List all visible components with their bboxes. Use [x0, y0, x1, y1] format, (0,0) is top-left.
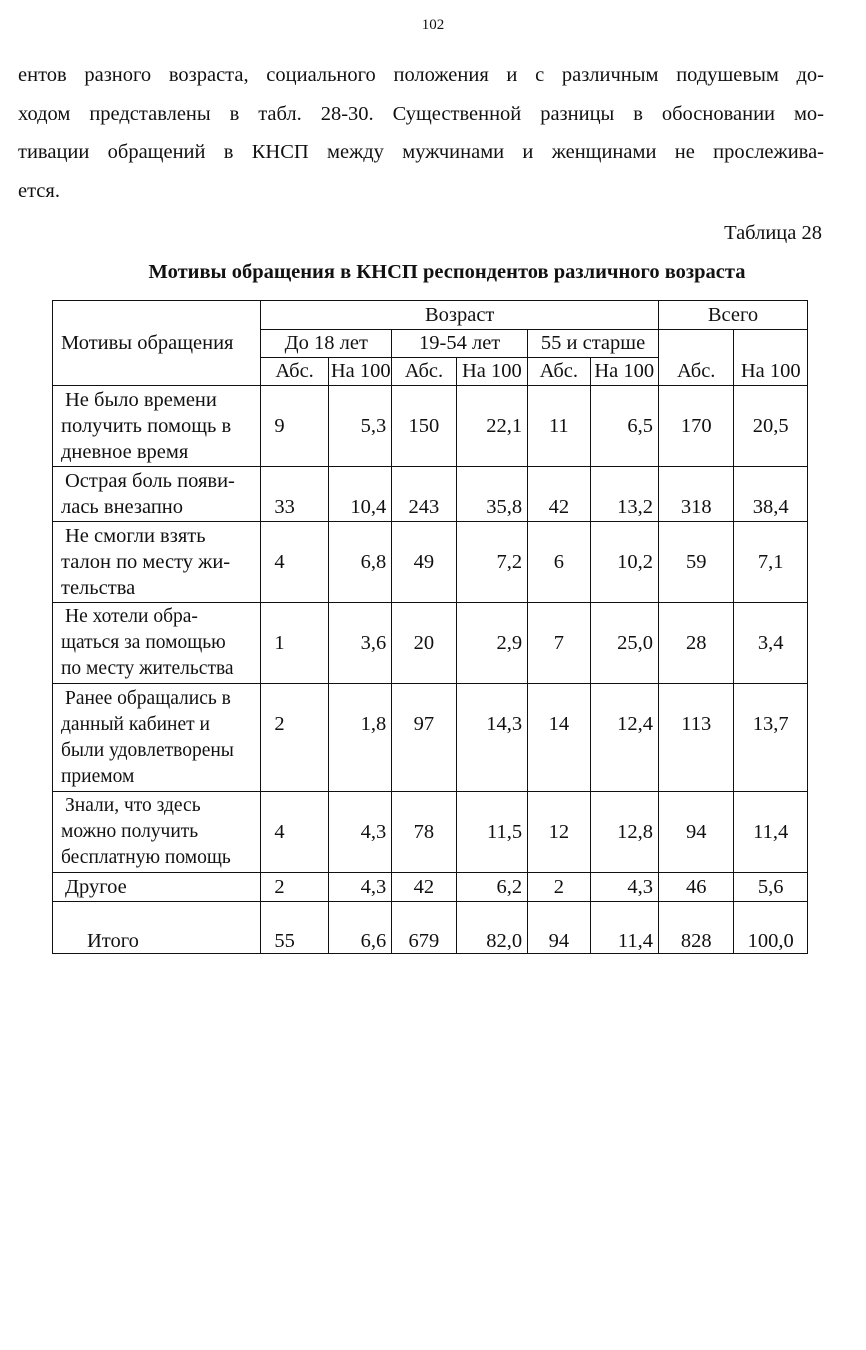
value-cell: 6 — [528, 522, 590, 603]
table-title: Мотивы обращения в КНСП респондентов различного возраста — [148, 261, 746, 283]
value-cell: 46 — [658, 873, 734, 902]
total-value-cell: 55 — [261, 902, 328, 954]
value-cell: 318 — [658, 467, 734, 522]
motive-line: дневное время — [61, 441, 189, 463]
value-cell: 12,8 — [590, 792, 658, 873]
value-cell: 6,8 — [328, 522, 391, 603]
abs-header: Абс. — [392, 358, 456, 386]
motive-line: по месту жительства — [61, 658, 234, 679]
total-value-cell: 82,0 — [456, 902, 527, 954]
value-cell: 11,5 — [456, 792, 527, 873]
header-row-1 — [53, 301, 808, 330]
table-row — [53, 792, 808, 873]
table-row — [53, 873, 808, 902]
value-cell: 78 — [392, 792, 456, 873]
value-cell: 22,1 — [456, 386, 527, 467]
page-number: 102 — [421, 17, 445, 33]
value-cell: 10,2 — [590, 522, 658, 603]
motive-line: были удовлетворены — [61, 739, 234, 761]
value-cell: 14 — [528, 684, 590, 792]
motive-column-header: Мотивы обращения — [53, 301, 261, 386]
motive-line: тельства — [61, 577, 136, 599]
body-paragraph — [18, 56, 824, 210]
motive-cell — [53, 603, 261, 684]
value-cell: 4,3 — [328, 873, 391, 902]
table-row — [53, 467, 808, 522]
motive-line: Знали, что здесь — [65, 795, 201, 816]
table-row — [53, 684, 808, 792]
paragraph-line: тивации обращений в КНСП между мужчинами и женщинами не прослежива- — [18, 141, 824, 163]
value-cell: 20 — [392, 603, 456, 684]
abs-header: Абс. — [528, 358, 590, 386]
total-value-cell: 679 — [392, 902, 456, 954]
value-cell: 11 — [528, 386, 590, 467]
value-cell: 5,6 — [734, 873, 808, 902]
value-cell: 6,5 — [590, 386, 658, 467]
value-cell: 25,0 — [590, 603, 658, 684]
value-cell: 59 — [658, 522, 734, 603]
total-value-cell: 94 — [528, 902, 590, 954]
value-cell: 3,4 — [734, 603, 808, 684]
value-cell: 5,3 — [328, 386, 391, 467]
motive-line: Не смогли взять — [65, 525, 206, 547]
motive-line: можно получить — [61, 821, 199, 842]
motive-line: щаться за помощью — [61, 632, 226, 653]
value-cell: 3,6 — [328, 603, 391, 684]
value-cell: 42 — [528, 467, 590, 522]
motive-line: Не было времени — [65, 389, 217, 411]
age-band-header: 55 и старше — [528, 330, 659, 358]
value-cell: 170 — [658, 386, 734, 467]
per100-header: На 100 — [734, 330, 808, 386]
total-value-cell: 828 — [658, 902, 734, 954]
motive-cell — [53, 684, 261, 792]
value-cell: 7,2 — [456, 522, 527, 603]
value-cell: 4,3 — [590, 873, 658, 902]
value-cell: 97 — [392, 684, 456, 792]
per100-header: На 100 — [328, 358, 391, 386]
value-cell: 113 — [658, 684, 734, 792]
value-cell: 33 — [261, 467, 328, 522]
value-cell: 4,3 — [328, 792, 391, 873]
table-row — [53, 386, 808, 467]
value-cell: 28 — [658, 603, 734, 684]
age-band-header: До 18 лет — [261, 330, 392, 358]
total-value-cell: 6,6 — [328, 902, 391, 954]
motives-table — [52, 300, 808, 954]
value-cell: 12 — [528, 792, 590, 873]
abs-header: Абс. — [658, 330, 734, 386]
motive-line: данный кабинет и — [61, 713, 210, 735]
value-cell: 6,2 — [456, 873, 527, 902]
total-group-header: Всего — [658, 301, 807, 330]
table-number: Таблица 28 — [724, 222, 822, 244]
value-cell: 2 — [261, 873, 328, 902]
value-cell: 42 — [392, 873, 456, 902]
motive-line: приемом — [61, 765, 135, 787]
value-cell: 243 — [392, 467, 456, 522]
paragraph-line: ходом представлены в табл. 28-30. Существенной разницы в обосновании мо- — [18, 102, 824, 125]
motive-cell — [53, 386, 261, 467]
value-cell: 13,7 — [734, 684, 808, 792]
motive-cell — [53, 792, 261, 873]
motive-line: талон по месту жи- — [61, 551, 231, 573]
total-value-cell: 100,0 — [734, 902, 808, 954]
value-cell: 2,9 — [456, 603, 527, 684]
value-cell: 7,1 — [734, 522, 808, 603]
value-cell: 4 — [261, 792, 328, 873]
value-cell: 150 — [392, 386, 456, 467]
motive-cell — [53, 522, 261, 603]
value-cell: 9 — [261, 386, 328, 467]
total-row — [53, 902, 808, 954]
value-cell: 12,4 — [590, 684, 658, 792]
motive-line: Острая боль появи- — [65, 470, 235, 492]
value-cell: 2 — [261, 684, 328, 792]
total-value-cell: 11,4 — [590, 902, 658, 954]
value-cell: 13,2 — [590, 467, 658, 522]
motive-line: бесплатную помощь — [61, 847, 231, 868]
value-cell: 14,3 — [456, 684, 527, 792]
table-row — [53, 603, 808, 684]
abs-header: Абс. — [261, 358, 328, 386]
per100-header: На 100 — [456, 358, 527, 386]
value-cell: 20,5 — [734, 386, 808, 467]
value-cell: 94 — [658, 792, 734, 873]
value-cell: 7 — [528, 603, 590, 684]
per100-header: На 100 — [590, 358, 658, 386]
age-group-header: Возраст — [261, 301, 659, 330]
motive-line: Другое — [65, 876, 127, 898]
total-label: Итого — [53, 902, 261, 954]
value-cell: 49 — [392, 522, 456, 603]
value-cell: 35,8 — [456, 467, 527, 522]
value-cell: 11,4 — [734, 792, 808, 873]
motive-line: получить помощь в — [61, 415, 232, 437]
paragraph-line: ется. — [18, 179, 60, 202]
value-cell: 38,4 — [734, 467, 808, 522]
motive-line: Не хотели обра- — [65, 606, 198, 627]
value-cell: 1,8 — [328, 684, 391, 792]
value-cell: 2 — [528, 873, 590, 902]
motive-cell — [53, 467, 261, 522]
table-row — [53, 522, 808, 603]
motive-cell — [53, 873, 261, 902]
motive-line: лась внезапно — [61, 496, 184, 518]
value-cell: 1 — [261, 603, 328, 684]
value-cell: 10,4 — [328, 467, 391, 522]
age-band-header: 19-54 лет — [392, 330, 528, 358]
paragraph-line: ентов разного возраста, социального положения и с различным подушевым до- — [18, 64, 824, 86]
value-cell: 4 — [261, 522, 328, 603]
motive-line: Ранее обращались в — [65, 687, 231, 709]
